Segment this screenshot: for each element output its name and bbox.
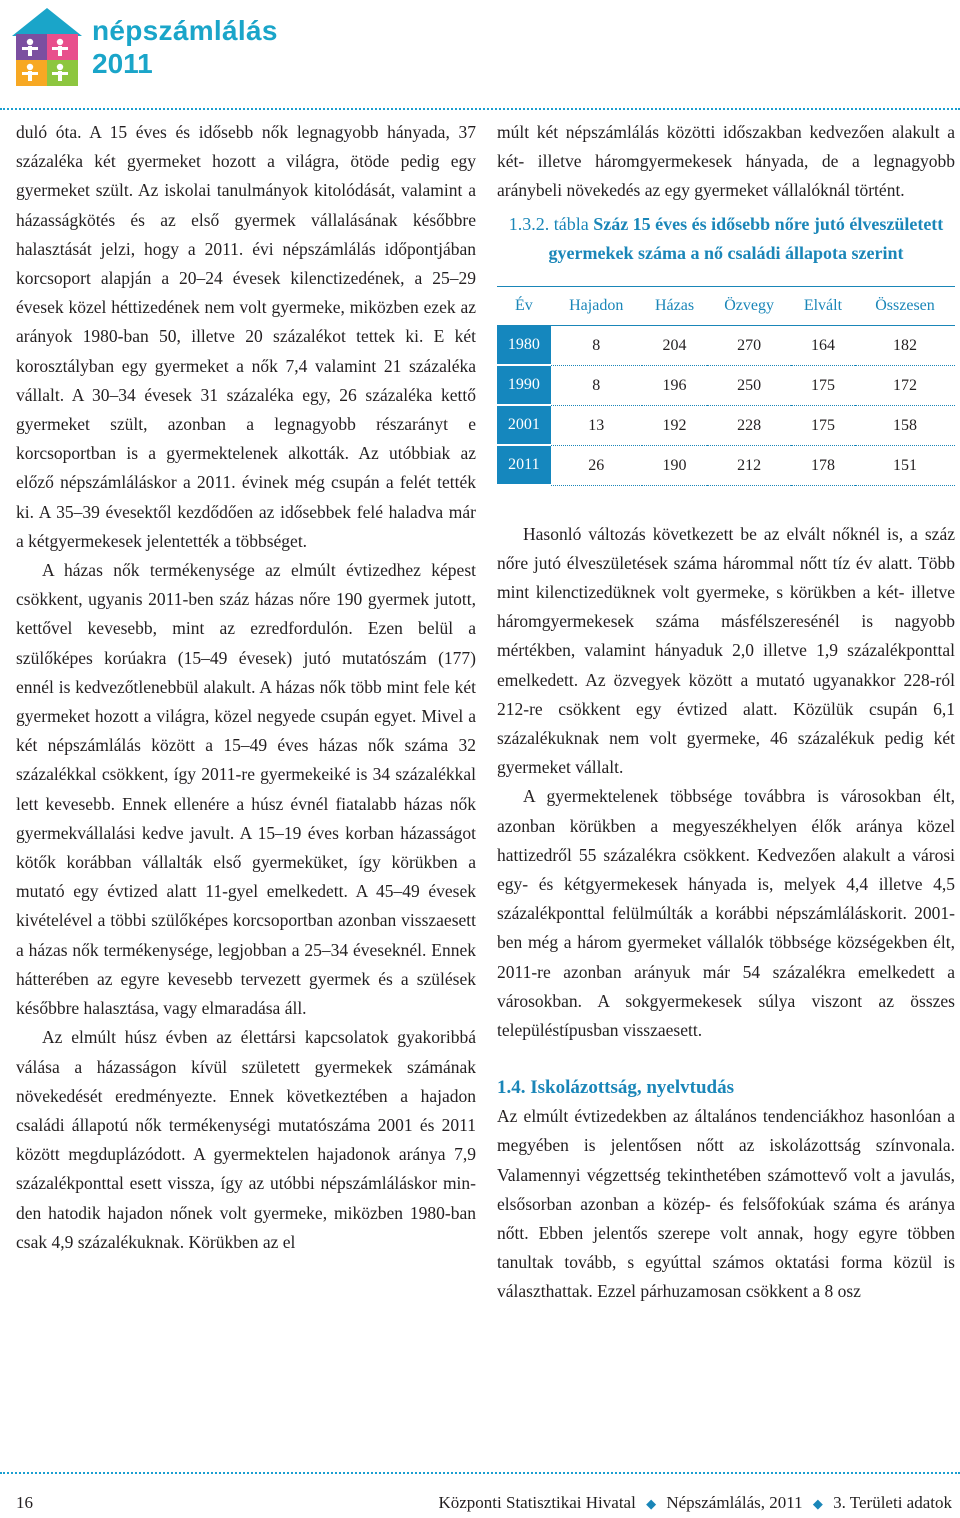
- table-cell: 190: [642, 446, 708, 486]
- table-cell: 175: [791, 406, 855, 446]
- right-column: [497, 118, 955, 1307]
- table-row: [497, 326, 955, 366]
- table-cell: 8: [551, 326, 642, 366]
- column-header-elvalt: Elvált: [791, 286, 855, 326]
- table-cell-year: 2001: [497, 406, 551, 446]
- table-cell: 8: [551, 366, 642, 406]
- table-caption: [497, 210, 955, 268]
- footer-section: 3. Területi adatok: [833, 1493, 952, 1512]
- table-cell-year: 2011: [497, 446, 551, 486]
- column-header-hajadon: Hajadon: [551, 286, 642, 326]
- right-paragraph-2: Hasonló változás következett be az elvált nőknél is, a száz nőre jutó élveszületések száma hárommal nőtt tíz év alatt. Több mint kilenctizedüknek volt gyermeke, s körükben a két- illetve háromgyermekesek száma másfélszeresénél is nagyobb mértékben, valamint hányaduk 2,0 illetve 1,9 százalékponttal emelkedett. Az özvegyek között a mutató ugyanakkor 228-ról 212-re csökkent egy évtized alatt. Közülük csupán 6,1 százalékuknak nem volt gyermeke, 46 százalékuk pedig két gyermeket vállalt.: [497, 523, 955, 778]
- logo-year: 2011: [92, 48, 153, 79]
- column-header-ozvegy: Özvegy: [707, 286, 791, 326]
- column-header-hazas: Házas: [642, 286, 708, 326]
- diamond-icon: ◆: [646, 1496, 657, 1511]
- table-cell-year: 1990: [497, 366, 551, 406]
- table-cell: 250: [707, 366, 791, 406]
- table-cell: 204: [642, 326, 708, 366]
- table-cell: 178: [791, 446, 855, 486]
- table-cell: 151: [855, 446, 955, 486]
- table-row: [497, 446, 955, 486]
- logo-title: népszámlálás: [92, 15, 278, 46]
- table-number: 1.3.2. tábla: [508, 213, 589, 234]
- table-cell: 164: [791, 326, 855, 366]
- table-cell: 172: [855, 366, 955, 406]
- table-cell: 182: [855, 326, 955, 366]
- page-header: [0, 0, 960, 108]
- section-heading: 1.4. Iskolázottság, nyelvtudás: [497, 1077, 734, 1099]
- table-cell: 26: [551, 446, 642, 486]
- column-header-year: Év: [497, 286, 551, 326]
- footer-series: Népszámlálás, 2011: [666, 1493, 803, 1512]
- left-column: [16, 118, 476, 1257]
- census-logo-icon: [10, 6, 84, 88]
- table-title: Száz 15 éves és idősebb nőre jutó élveszületett gyermekek száma a nő családi állapota szerint: [548, 213, 944, 263]
- table-cell: 175: [791, 366, 855, 406]
- right-paragraph-3: A gyermektelenek többsége továbbra is városokban élt, azonban körükben a megyeszékhelyen élők aránya közel hattizedről 55 százalékra csökkent. Kedvezően alakult a városi egy- és kétgyermekesek hányada is, melyek 4,4 illetve 4,5 százalékponttal felülmúlták a korábbi népszámláláskorit. 2001-ben még a három gyermeket vállalók többsége községekben élt, 2011-re azonban arányuk már 54 százalékra emelkedett a városokban. A sokgyermekesek súlya viszont az összes településtípusban visszaesett.: [497, 786, 955, 1041]
- left-paragraph-3: Az elmúlt húsz évben az élettársi kapcsolatok gyakoribbá válása a házasságon kívül született gyermekek számának növekedését eredményezte. Ennek következtében a hajadon családi állapotú nők termékenységi mutatószáma 2001 és 2011 között megduplázódott. A gyermektelen hajadonok aránya 7,9 százalékponttal esett vissza, így az utóbbi népszámláláskor minden hatodik hajadon nőnek volt gyermeke, miközben 1980-ban csak 4,9 százalékuknak. Körükben az el: [16, 1027, 476, 1252]
- page-number: 16: [16, 1493, 33, 1512]
- header-divider: [0, 108, 960, 110]
- table-cell: 270: [707, 326, 791, 366]
- page-footer: [438, 1492, 952, 1515]
- table-cell: 192: [642, 406, 708, 446]
- table-cell-year: 1980: [497, 326, 551, 366]
- column-header-osszesen: Összesen: [855, 286, 955, 326]
- right-paragraph-4: Az elmúlt évtizedekben az általános tendenciákhoz hasonlóan a megyében is jelentősen nőtt az iskolázottság színvonala. Valamennyi végzettség tekinthetében számottevő volt a javulás, elsősorban azonban a közép- és felsőfokúak száma és aránya nőtt. Ebben jelentős szerepe volt annak, hogy egyre többen tanultak tovább, s egyúttal számos oktatási forma közül is választhattak. Ezzel párhuzamosan csökkent a 8 osz: [497, 1106, 955, 1302]
- statistics-table: [497, 286, 955, 486]
- table-cell: 228: [707, 406, 791, 446]
- table-row: [497, 406, 955, 446]
- left-paragraph-1: duló óta. A 15 éves és idősebb nők legnagyobb hányada, 37 százaléka két gyermeket hozott a világra, ötöde pedig egy gyermeket szült. Az iskolai tanulmányok kitolódását, valamint a házasságkötés és az első gyermek vállalásának későbbre halasztását jelzi, hogy a 2011. évi népszámlálás időpontjában korcsoport alapján a 20⁠–⁠24 évesek kilenctizedének, a 25⁠–⁠29 évesek közel héttizedének nem volt gyermeke, miközben ezek az arányok 1980-ban 50, illetve 20 százalékot tettek ki. E két korosztályban egy gyermeket a nők 7,4 valamint 21 százaléka vállalt. A 30⁠–⁠34 évesek 31 százaléka egy, 26 százaléka kettő gyermeket szült, azonban a legnagyobb részarányt e korcsoportban is a gyermektelenek alkották. Az utóbbiak az előző népszámláláskor a 2011. évinek még csupán a felét tették ki. A 35⁠–⁠39 évesektől kezdődően az idősebbek felé haladva már a kétgyermekesek jelentették a többséget.: [16, 122, 476, 551]
- table-cell: 196: [642, 366, 708, 406]
- table-cell: 158: [855, 406, 955, 446]
- table-cell: 13: [551, 406, 642, 446]
- right-paragraph-1: múlt két népszámlálás közötti időszakban kedvezően alakult a két- illetve háromgyermekesek hányada, de a legnagyobb aránybeli növekedés az egy gyermeket vállalóknál történt.: [497, 122, 955, 201]
- footer-divider: [0, 1472, 960, 1474]
- table-header-row: [497, 286, 955, 326]
- diamond-icon: ◆: [812, 1496, 823, 1511]
- left-paragraph-2: A házas nők termékenysége az elmúlt évtizedhez képest csökkent, ugyanis 2011-ben száz házas nőre 190 gyermek jutott, kettővel kevesebb, mint az ezredfordulón. Ezen belül a szülőképes korúakra (15⁠–⁠49 évesek) jutó mutatószám (177) ennél is kedvezőtlenebbül alakult. A házas nők több mint fele két gyermeket hozott a világra, közel negyede csupán egyet. Mivel a két népszámlálás között a 15⁠–⁠49 éves házas nők száma 32 százalékkal csökkent, így 2011-re gyermekeiké is 34 százalékkal lett kevesebb. Ennek ellenére a húsz évnél fiatalabb házas nők gyermekvállalási kedve javult. A 15⁠–⁠19 éves korban házasságot kötők korábban vállalták első gyermeküket, így körükben a mutató egy évtized alatt 11-gyel emelkedett. A 45⁠–⁠49 évesek kivételével a többi szülőképes korcsoportban azonban visszaesett a házas nők termékenysége, legjobban a 25⁠–⁠34 éveseknél. Ennek hátterében az egyre kevesebb tervezett gyermek és a szülések későbbre halasztása, vagy elmaradása áll.: [16, 560, 476, 1019]
- footer-publisher: Központi Statisztikai Hivatal: [438, 1493, 636, 1512]
- table-row: [497, 366, 955, 406]
- table-cell: 212: [707, 446, 791, 486]
